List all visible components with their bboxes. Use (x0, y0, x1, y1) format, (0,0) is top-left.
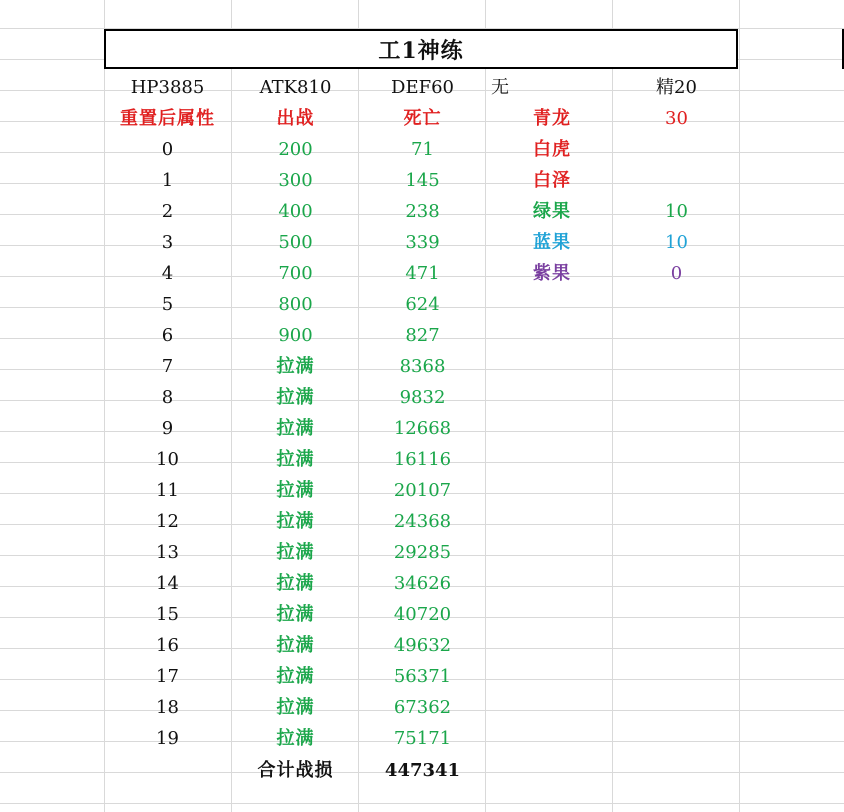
death-cell[interactable]: 12668 (393, 418, 452, 439)
death-cell[interactable]: 24368 (393, 511, 452, 532)
item-value[interactable]: 30 (665, 108, 688, 129)
death-cell[interactable]: 34626 (393, 573, 452, 594)
item-name[interactable]: 白泽 (533, 170, 571, 191)
stat-none[interactable]: 无 (491, 77, 510, 98)
level-cell[interactable]: 1 (161, 170, 174, 191)
death-cell[interactable]: 624 (405, 294, 440, 315)
level-cell[interactable]: 13 (156, 542, 179, 563)
stat-jing[interactable]: 精20 (656, 77, 697, 98)
death-cell[interactable]: 9832 (399, 387, 446, 408)
deploy-cell[interactable]: 900 (278, 325, 313, 346)
total-label[interactable]: 合计战损 (257, 760, 334, 781)
item-name[interactable]: 青龙 (533, 108, 571, 129)
deploy-cell[interactable]: 拉满 (276, 604, 315, 625)
death-cell[interactable]: 40720 (393, 604, 452, 625)
level-cell[interactable]: 11 (156, 480, 179, 501)
header-death[interactable]: 死亡 (403, 108, 442, 129)
death-cell[interactable]: 29285 (393, 542, 452, 563)
stat-hp[interactable]: HP3885 (130, 77, 205, 98)
deploy-cell[interactable]: 拉满 (276, 418, 315, 439)
level-cell[interactable]: 14 (156, 573, 179, 594)
deploy-cell[interactable]: 拉满 (276, 728, 315, 749)
deploy-cell[interactable]: 300 (278, 170, 313, 191)
deploy-cell[interactable]: 800 (278, 294, 313, 315)
death-cell[interactable]: 16116 (393, 449, 452, 470)
deploy-cell[interactable]: 拉满 (276, 356, 315, 377)
death-cell[interactable]: 20107 (393, 480, 452, 501)
level-cell[interactable]: 18 (156, 697, 179, 718)
item-name[interactable]: 白虎 (533, 139, 571, 160)
deploy-cell[interactable]: 拉满 (276, 387, 315, 408)
level-cell[interactable]: 0 (161, 139, 174, 160)
level-cell[interactable]: 17 (156, 666, 179, 687)
deploy-cell[interactable]: 拉满 (276, 511, 315, 532)
stat-atk[interactable]: ATK810 (259, 77, 332, 98)
deploy-cell[interactable]: 拉满 (276, 573, 315, 594)
deploy-cell[interactable]: 拉满 (276, 666, 315, 687)
deploy-cell[interactable]: 700 (278, 263, 313, 284)
level-cell[interactable]: 9 (161, 418, 174, 439)
deploy-cell[interactable]: 拉满 (276, 542, 315, 563)
death-cell[interactable]: 71 (411, 139, 434, 160)
death-cell[interactable]: 339 (405, 232, 440, 253)
death-cell[interactable]: 238 (405, 201, 440, 222)
death-cell[interactable]: 471 (405, 263, 440, 284)
death-cell[interactable]: 75171 (393, 728, 452, 749)
sheet-title: 工1神练 (378, 38, 464, 64)
deploy-cell[interactable]: 拉满 (276, 697, 315, 718)
header-reset-attr[interactable]: 重置后属性 (120, 108, 215, 129)
item-name[interactable]: 绿果 (533, 201, 571, 222)
level-cell[interactable]: 6 (161, 325, 174, 346)
stat-def[interactable]: DEF60 (391, 77, 454, 98)
death-cell[interactable]: 49632 (393, 635, 452, 656)
death-cell[interactable]: 827 (405, 325, 440, 346)
level-cell[interactable]: 5 (161, 294, 174, 315)
level-cell[interactable]: 8 (161, 387, 174, 408)
header-deploy[interactable]: 出战 (276, 108, 315, 129)
grid-row-line (0, 803, 844, 804)
deploy-cell[interactable]: 500 (278, 232, 313, 253)
death-cell[interactable]: 56371 (393, 666, 452, 687)
level-cell[interactable]: 3 (161, 232, 174, 253)
level-cell[interactable]: 7 (161, 356, 174, 377)
deploy-cell[interactable]: 拉满 (276, 449, 315, 470)
item-value[interactable]: 10 (665, 201, 688, 222)
deploy-cell[interactable]: 200 (278, 139, 313, 160)
level-cell[interactable]: 19 (156, 728, 179, 749)
death-cell[interactable]: 145 (405, 170, 440, 191)
item-value[interactable] (613, 165, 740, 195)
level-cell[interactable]: 12 (156, 511, 179, 532)
level-cell[interactable]: 4 (161, 263, 174, 284)
total-value[interactable]: 447341 (384, 760, 461, 781)
deploy-cell[interactable]: 拉满 (276, 635, 315, 656)
deploy-cell[interactable]: 400 (278, 201, 313, 222)
title-cell[interactable] (104, 29, 738, 69)
death-cell[interactable]: 67362 (393, 697, 452, 718)
death-cell[interactable]: 8368 (399, 356, 446, 377)
level-cell[interactable]: 2 (161, 201, 174, 222)
level-cell[interactable]: 10 (156, 449, 179, 470)
level-cell[interactable]: 16 (156, 635, 179, 656)
item-value[interactable]: 0 (670, 263, 683, 284)
item-name[interactable]: 蓝果 (533, 232, 571, 253)
item-name[interactable]: 紫果 (533, 263, 571, 284)
item-value[interactable]: 10 (665, 232, 688, 253)
deploy-cell[interactable]: 拉满 (276, 480, 315, 501)
item-value[interactable] (613, 134, 740, 164)
level-cell[interactable]: 15 (156, 604, 179, 625)
